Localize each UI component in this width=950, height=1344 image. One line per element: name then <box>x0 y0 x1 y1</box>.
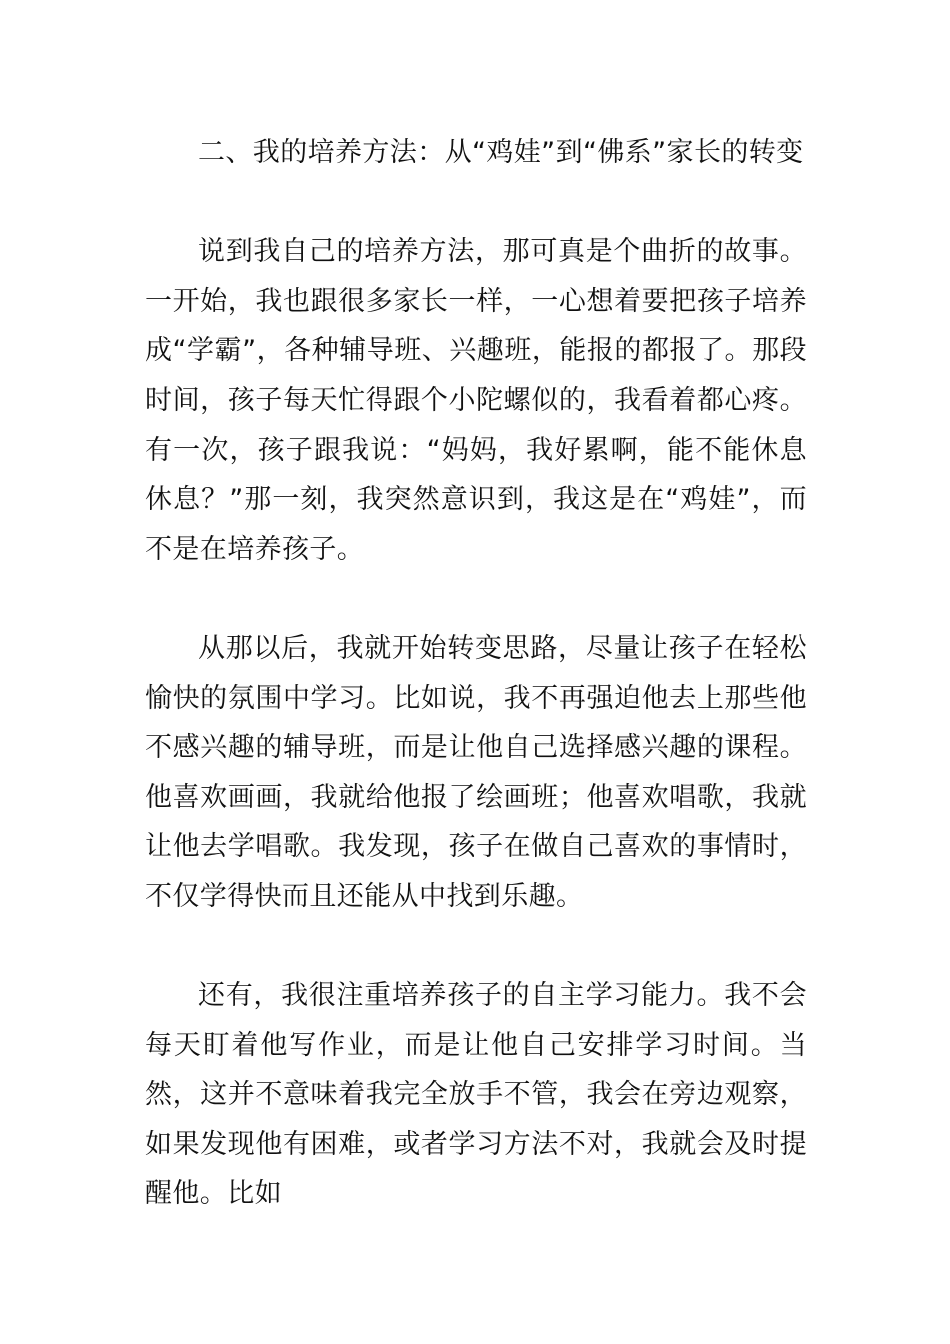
paragraph-3: 还有，我很注重培养孩子的自主学习能力。我不会每天盯着他写作业，而是让他自己安排学习时间。当然，这并不意味着我完全放手不管，我会在旁边观察，如果发现他有困难，或者学习方法不对，我就会及时提醒他。比如 <box>145 980 807 1210</box>
section-heading: 二、我的培养方法：从“鸡娃”到“佛系”家长的转变 <box>198 137 804 168</box>
paragraph-1: 说到我自己的培养方法，那可真是个曲折的故事。一开始，我也跟很多家长一样，一心想着要把孩子培养成“学霸”，各种辅导班、兴趣班，能报的都报了。那段时间，孩子每天忙得跟个小陀螺似的，我看着都心疼。有一次，孩子跟我说：“妈妈，我好累啊，能不能休息休息？”那一刻，我突然意识到，我这是在“鸡娃”，而不是在培养孩子。 <box>145 236 807 565</box>
document-body <box>145 128 807 1269</box>
paragraph-2: 从那以后，我就开始转变思路，尽量让孩子在轻松愉快的氛围中学习。比如说，我不再强迫他去上那些他不感兴趣的辅导班，而是让他自己选择感兴趣的课程。他喜欢画画，我就给他报了绘画班；他喜欢唱歌，我就让他去学唱歌。我发现，孩子在做自己喜欢的事情时，不仅学得快而且还能从中找到乐趣。 <box>145 632 807 912</box>
